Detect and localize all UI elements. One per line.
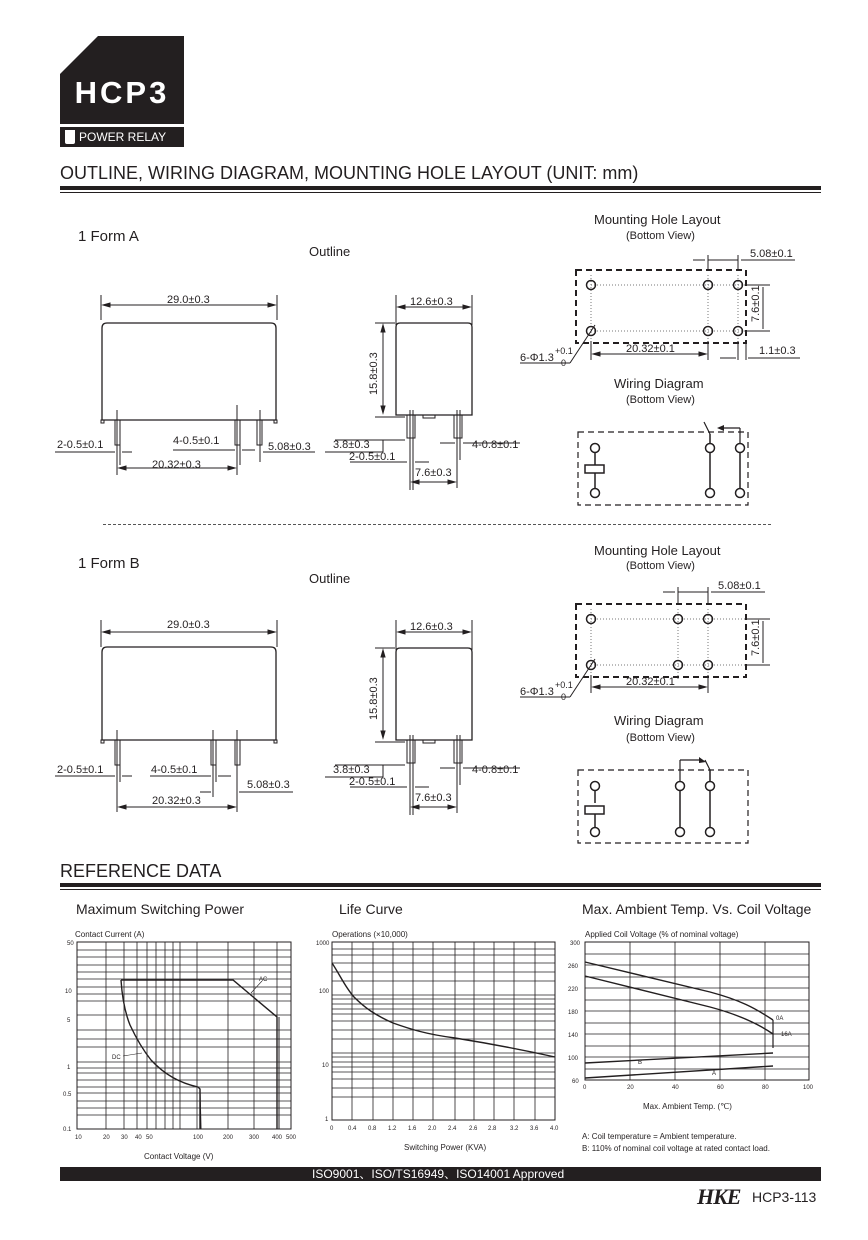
svg-text:0.5: 0.5 [63,1092,72,1098]
svg-text:1000: 1000 [316,941,330,947]
svg-text:2.0: 2.0 [428,1126,437,1132]
dim-pin-pitch: 7.6±0.3 [415,467,452,479]
svg-text:40: 40 [672,1085,679,1091]
dim-pin-wide: 4-0.8±0.1 [472,439,519,451]
chart3-note-b: B: 110% of nominal coil voltage at rated contact load. [582,1144,770,1153]
form-divider [103,524,771,525]
dim-hole-tol-plus: +0.1 [555,680,573,690]
form-a-wiring-diagram [560,410,770,510]
svg-text:0.4: 0.4 [348,1126,357,1132]
svg-text:100: 100 [319,989,330,995]
dim-row-gap: 7.6±0.1 [750,285,762,322]
svg-text:20: 20 [627,1085,634,1091]
dim-row-gap: 7.6±0.1 [750,619,762,656]
svg-text:260: 260 [568,964,579,970]
svg-text:10: 10 [65,989,72,995]
svg-text:100: 100 [193,1135,204,1141]
svg-text:0.1: 0.1 [63,1127,72,1133]
svg-text:200: 200 [223,1135,234,1141]
svg-text:50: 50 [67,941,74,947]
svg-text:1.6: 1.6 [408,1126,417,1132]
svg-text:3.2: 3.2 [510,1126,519,1132]
chart1-xlabel: Contact Voltage (V) [144,1152,214,1161]
dim-pin-len: 3.8±0.3 [333,439,370,451]
dim-hole: 6-Φ1.3 [520,352,554,364]
reference-rule [60,883,821,887]
section-rule [60,186,821,190]
svg-text:1: 1 [325,1117,329,1123]
form-a-mounting-title: Mounting Hole Layout [594,212,721,227]
dim-width: 12.6±0.3 [410,621,453,633]
svg-text:80: 80 [762,1085,769,1091]
svg-text:140: 140 [568,1033,579,1039]
dim-pin-pitch: 5.08±0.3 [268,441,311,453]
svg-text:300: 300 [249,1135,260,1141]
series-0a-label: 0A [776,1016,784,1022]
section-rule-thin [60,192,821,193]
svg-text:50: 50 [146,1135,153,1141]
form-a-side-view [55,290,325,480]
dim-pin-wide: 4-0.8±0.1 [472,764,519,776]
form-b-wiring-diagram [560,748,770,848]
form-b-side-view [55,612,325,817]
svg-text:30: 30 [121,1135,128,1141]
chart-life-curve [300,925,570,1160]
svg-text:10: 10 [322,1063,329,1069]
form-b-end-view [325,615,525,815]
dim-span: 20.32±0.1 [626,676,675,688]
series-16a-label: 16A [781,1032,792,1038]
dim-pin-pitch: 7.6±0.3 [415,792,452,804]
form-a-mounting-subtitle: (Bottom View) [626,230,695,242]
dim-hole: 6-Φ1.3 [520,686,554,698]
svg-text:220: 220 [568,987,579,993]
form-a-wiring-subtitle: (Bottom View) [626,394,695,406]
dim-pin-mid: 4-0.5±0.1 [173,435,220,447]
dim-width: 12.6±0.3 [410,296,453,308]
dim-height: 15.8±0.3 [368,352,380,395]
chart-ambient-temp-vs-coil-voltage [560,925,825,1160]
svg-text:2.6: 2.6 [469,1126,478,1132]
svg-text:60: 60 [717,1085,724,1091]
dim-height: 15.8±0.3 [368,677,380,720]
dim-pin-thk: 2-0.5±0.1 [349,776,396,788]
form-b-mounting-title: Mounting Hole Layout [594,543,721,558]
svg-text:2.8: 2.8 [488,1126,497,1132]
dim-pin-thk: 2-0.5±0.1 [349,451,396,463]
dim-pin-left: 2-0.5±0.1 [57,439,104,451]
dim-width: 29.0±0.3 [167,294,210,306]
chart2-xlabel: Switching Power (KVA) [404,1143,487,1152]
dim-hole-tol-minus: 0 [561,692,567,702]
chart3-title: Max. Ambient Temp. Vs. Coil Voltage [582,901,812,917]
form-b-label: 1 Form B [78,555,140,572]
series-b-label: B [638,1060,643,1066]
chart1-title: Maximum Switching Power [76,901,245,917]
chart2-title: Life Curve [339,901,403,917]
dim-hole-tol-plus: +0.1 [555,346,573,356]
chart2-ylabel: Operations (×10,000) [332,930,408,939]
svg-text:300: 300 [570,941,581,947]
reference-rule-thin [60,889,821,890]
dim-span: 20.32±0.1 [626,343,675,355]
series-dc-label: DC [112,1055,121,1061]
dim-pin-span: 20.32±0.3 [152,459,201,471]
brand-logo: HKE [697,1184,741,1209]
svg-text:1: 1 [67,1065,71,1071]
form-a-label: 1 Form A [78,228,139,245]
svg-text:3.6: 3.6 [530,1126,539,1132]
svg-text:180: 180 [568,1010,579,1016]
dim-pitch: 5.08±0.1 [718,580,761,592]
svg-text:2.4: 2.4 [448,1126,457,1132]
svg-text:1.2: 1.2 [388,1126,397,1132]
product-logo [60,36,184,147]
dim-pin-left: 2-0.5±0.1 [57,764,104,776]
svg-text:4.0: 4.0 [550,1126,559,1132]
form-b-mounting-subtitle: (Bottom View) [626,560,695,572]
dim-pin-len: 3.8±0.3 [333,764,370,776]
svg-text:10: 10 [75,1135,82,1141]
chart3-xlabel: Max. Ambient Temp. (℃) [643,1102,732,1111]
dim-hole-tol-minus: 0 [561,358,567,368]
chart1-ylabel: Contact Current (A) [75,930,145,939]
svg-text:0: 0 [330,1126,334,1132]
svg-text:100: 100 [568,1056,579,1062]
reference-title: REFERENCE DATA [60,861,222,881]
form-a-end-view [325,290,525,490]
form-a-wiring-title: Wiring Diagram [614,376,704,391]
form-a-mounting-hole-layout [515,245,815,375]
svg-text:40: 40 [135,1135,142,1141]
dim-width: 29.0±0.3 [167,619,210,631]
logo-subtitle-bar [60,127,184,147]
document-icon [65,130,75,144]
form-b-wiring-title: Wiring Diagram [614,713,704,728]
form-b-wiring-subtitle: (Bottom View) [626,732,695,744]
svg-text:20: 20 [103,1135,110,1141]
series-a-label: A [712,1071,717,1077]
dim-pin-pitch: 5.08±0.3 [247,779,290,791]
svg-text:5: 5 [67,1018,71,1024]
form-a-outline-label: Outline [309,244,351,259]
form-b-mounting-hole-layout [515,575,815,705]
svg-text:400: 400 [272,1135,283,1141]
form-b-outline-label: Outline [309,571,351,586]
svg-text:60: 60 [572,1079,579,1085]
certification-bar [60,1167,821,1181]
certifications: ISO9001、ISO/TS16949、ISO14001 Approved [312,1167,565,1181]
dim-pitch: 5.08±0.1 [750,248,793,260]
svg-text:0: 0 [583,1085,587,1091]
chart-max-switching-power [55,925,305,1165]
section-title: OUTLINE, WIRING DIAGRAM, MOUNTING HOLE LAYOUT (UNIT: mm) [60,163,639,183]
svg-text:500: 500 [286,1135,297,1141]
logo-title: HCP3 [74,75,170,110]
chart3-note-a: A: Coil temperature = Ambient temperature. [582,1132,737,1141]
series-ac-label: AC [259,977,268,983]
dim-pin-mid: 4-0.5±0.1 [151,764,198,776]
svg-text:100: 100 [803,1085,814,1091]
dim-pin-span: 20.32±0.3 [152,795,201,807]
chart3-ylabel: Applied Coil Voltage (% of nominal voltage) [585,930,739,939]
page-code: HCP3-113 [752,1189,817,1205]
dim-edge: 1.1±0.3 [759,345,796,357]
logo-subtitle: POWER RELAY [79,130,167,144]
svg-text:0.8: 0.8 [368,1126,377,1132]
